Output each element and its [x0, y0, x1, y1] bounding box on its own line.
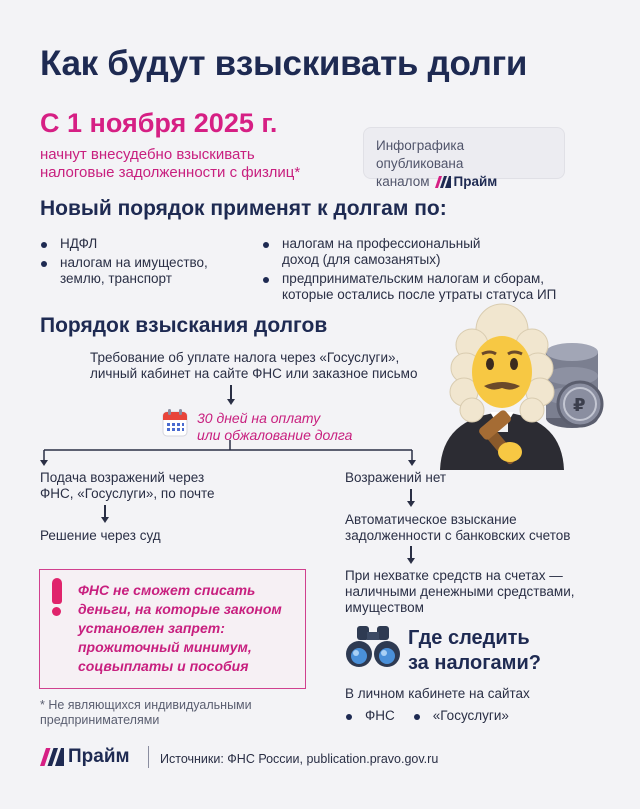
site-item: ФНС	[345, 708, 395, 724]
arrow-down-icon	[100, 505, 110, 523]
arrow-down-icon	[226, 385, 236, 405]
subtitle-line: налоговые задолженности с физлиц*	[40, 164, 301, 181]
warning-line: ФНС не сможет списать	[78, 582, 256, 598]
footnote-line: * Не являющихся индивидуальными	[40, 698, 252, 712]
date-heading: С 1 ноября 2025 г.	[40, 108, 278, 138]
section-heading: Новый порядок применят к долгам по:	[40, 197, 447, 220]
list-item: НДФЛ	[40, 236, 240, 252]
warning-line: установлен запрет:	[78, 620, 225, 636]
where-heading-line: за налогами?	[408, 652, 541, 674]
payment-period	[197, 410, 352, 444]
sources: Источники: ФНС России, publication.pravo.gov.ru	[160, 752, 439, 766]
footer-brand	[40, 746, 130, 768]
arrow-down-icon	[406, 546, 416, 564]
sites-list	[345, 708, 509, 727]
badge-text: каналом	[376, 174, 430, 189]
calendar-icon	[162, 409, 188, 437]
where-text: В личном кабинете на сайтах	[345, 686, 530, 701]
brand-name: Прайм	[68, 746, 130, 767]
flow-lack: При нехватке средств на счетах — наличными денежными средствами, имуществом	[345, 568, 575, 615]
flow-no-objection: Возражений нет	[345, 470, 447, 485]
brand-name: Прайм	[453, 174, 498, 189]
where-heading-line: Где следить	[408, 627, 530, 649]
subtitle	[40, 146, 360, 182]
flow-auto: Автоматическое взыскание задолженности с банковских счетов	[345, 512, 571, 543]
binoculars-icon	[345, 624, 401, 670]
where-heading	[408, 626, 541, 676]
badge-text: Инфографика опубликована	[376, 138, 465, 171]
flow-court: Решение через суд	[40, 528, 161, 543]
brand-logo	[435, 173, 498, 191]
branch-connector	[40, 440, 420, 470]
footer-divider	[148, 746, 149, 768]
footnote-line: предпринимателями	[40, 713, 160, 727]
payment-period-line: 30 дней на оплату	[197, 410, 321, 426]
warning-line: прожиточный минимум,	[78, 639, 252, 655]
list-item: налогам на имущество, землю, транспорт	[40, 255, 240, 287]
brand-mark-icon	[435, 176, 451, 188]
footnote	[40, 698, 252, 728]
warning-line: соцвыплаты и пособия	[78, 658, 249, 674]
payment-period-line: или обжалование долга	[197, 427, 353, 443]
site-item: «Госуслуги»	[413, 708, 509, 724]
flow-objection: Подача возражений через ФНС, «Госуслуги», по почте	[40, 470, 215, 501]
arrow-down-icon	[406, 489, 416, 507]
flow-demand: Требование об уплате налога через «Госуслуги», личный кабинет на сайте ФНС или заказное письмо	[90, 350, 418, 381]
debt-list-left	[40, 236, 240, 290]
subtitle-line: начнут внесудебно взыскивать	[40, 146, 255, 163]
brand-mark-icon	[40, 748, 64, 766]
debt-list-right	[262, 236, 582, 306]
exclamation-icon	[50, 578, 64, 618]
list-item: предпринимательским налогам и сборам, которые остались после утраты статуса ИП	[262, 271, 582, 303]
warning-text	[78, 581, 298, 676]
judge-illustration	[432, 300, 604, 470]
publisher-badge	[363, 127, 565, 189]
list-item: налогам на профессиональный доход (для самозанятых)	[262, 236, 512, 268]
section-heading: Порядок взыскания долгов	[40, 314, 328, 337]
coin-stack-icon	[546, 343, 602, 428]
warning-line: деньги, на которые законом	[78, 601, 282, 617]
page-title: Как будут взыскивать долги	[40, 44, 528, 83]
svg-text:₽: ₽	[573, 395, 586, 416]
